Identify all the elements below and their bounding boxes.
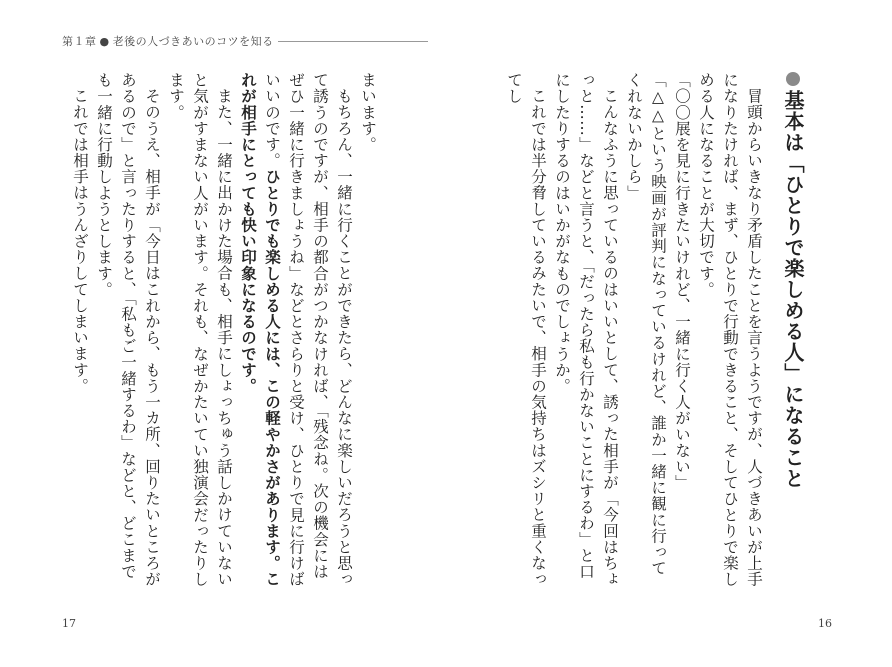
paragraph-text: もちろん、一緒に行くことができたら、どんなに楽しいだろうと思って誘うのですが、相手の都合がつかなければ、「残念ね。次の機会にはぜひ一緒に行きましょうね」などとさらりと受け、ひとりで見に行けばいいのです。 — [263, 72, 353, 588]
paragraph: また、一緒に出かけた場合も、相手にしょっちゅう話しかけていないと気がすまない人がいます。それも、なぜかたいてい独演会だったりします。 — [167, 72, 233, 588]
circle-bullet-icon: ● — [99, 34, 110, 48]
chapter-label: 第１章 — [62, 35, 97, 48]
paragraph: これでは相手はうんざりしてしまいます。 — [71, 87, 89, 394]
running-header — [62, 33, 428, 49]
paragraph: そのうえ、相手が「今日はこれから、もう一カ所、回りたいところがあるので」と言ったりすると、「私もご一緒するわ」などと、どこまでも一緒に行動しようとします。 — [95, 72, 161, 587]
right-page-text — [486, 72, 808, 592]
page-number-right: 16 — [818, 617, 832, 630]
quote-line: 「〇〇展を見に行きたいけれど、一緒に行く人がいない」 — [673, 72, 691, 491]
section-heading-text: 基本は「ひとりで楽しめる人」になること — [781, 90, 805, 489]
paragraph: 冒頭からいきなり矛盾したことを言うようですが、人づきあいが上手になりたければ、まず、ひとりで行動できること、そしてひとりで楽しめる人になることが大切です。 — [697, 72, 763, 588]
section-heading — [778, 72, 808, 592]
emphasis-text: ひとりでも楽しめる人には、この軽やかさがあります。これが相手にとっても快い印象になるのです。 — [239, 72, 281, 588]
paragraph — [236, 72, 356, 592]
header-rule — [278, 41, 428, 42]
paragraph: これでは半分脅しているみたいで、相手の気持ちはズシリと重くなってし — [505, 72, 547, 587]
chapter-title: 老後の人づきあいのコツを知る — [112, 35, 274, 48]
left-page-text — [56, 72, 380, 592]
heading-bullet-icon — [786, 72, 800, 86]
paragraph-continuation: まいます。 — [359, 72, 377, 153]
quote-line: 「△△という映画が評判になっているけれど、誰か一緒に観に行ってくれないかしら」 — [625, 72, 667, 577]
page-number-left: 17 — [62, 617, 76, 630]
paragraph: こんなふうに思っているのはいいとして、誘った相手が「今回はちょっと……」などと言うと、「だったら私も行かないことにするわ」と口にしたりするのはいかがなものでしょうか。 — [553, 72, 619, 587]
